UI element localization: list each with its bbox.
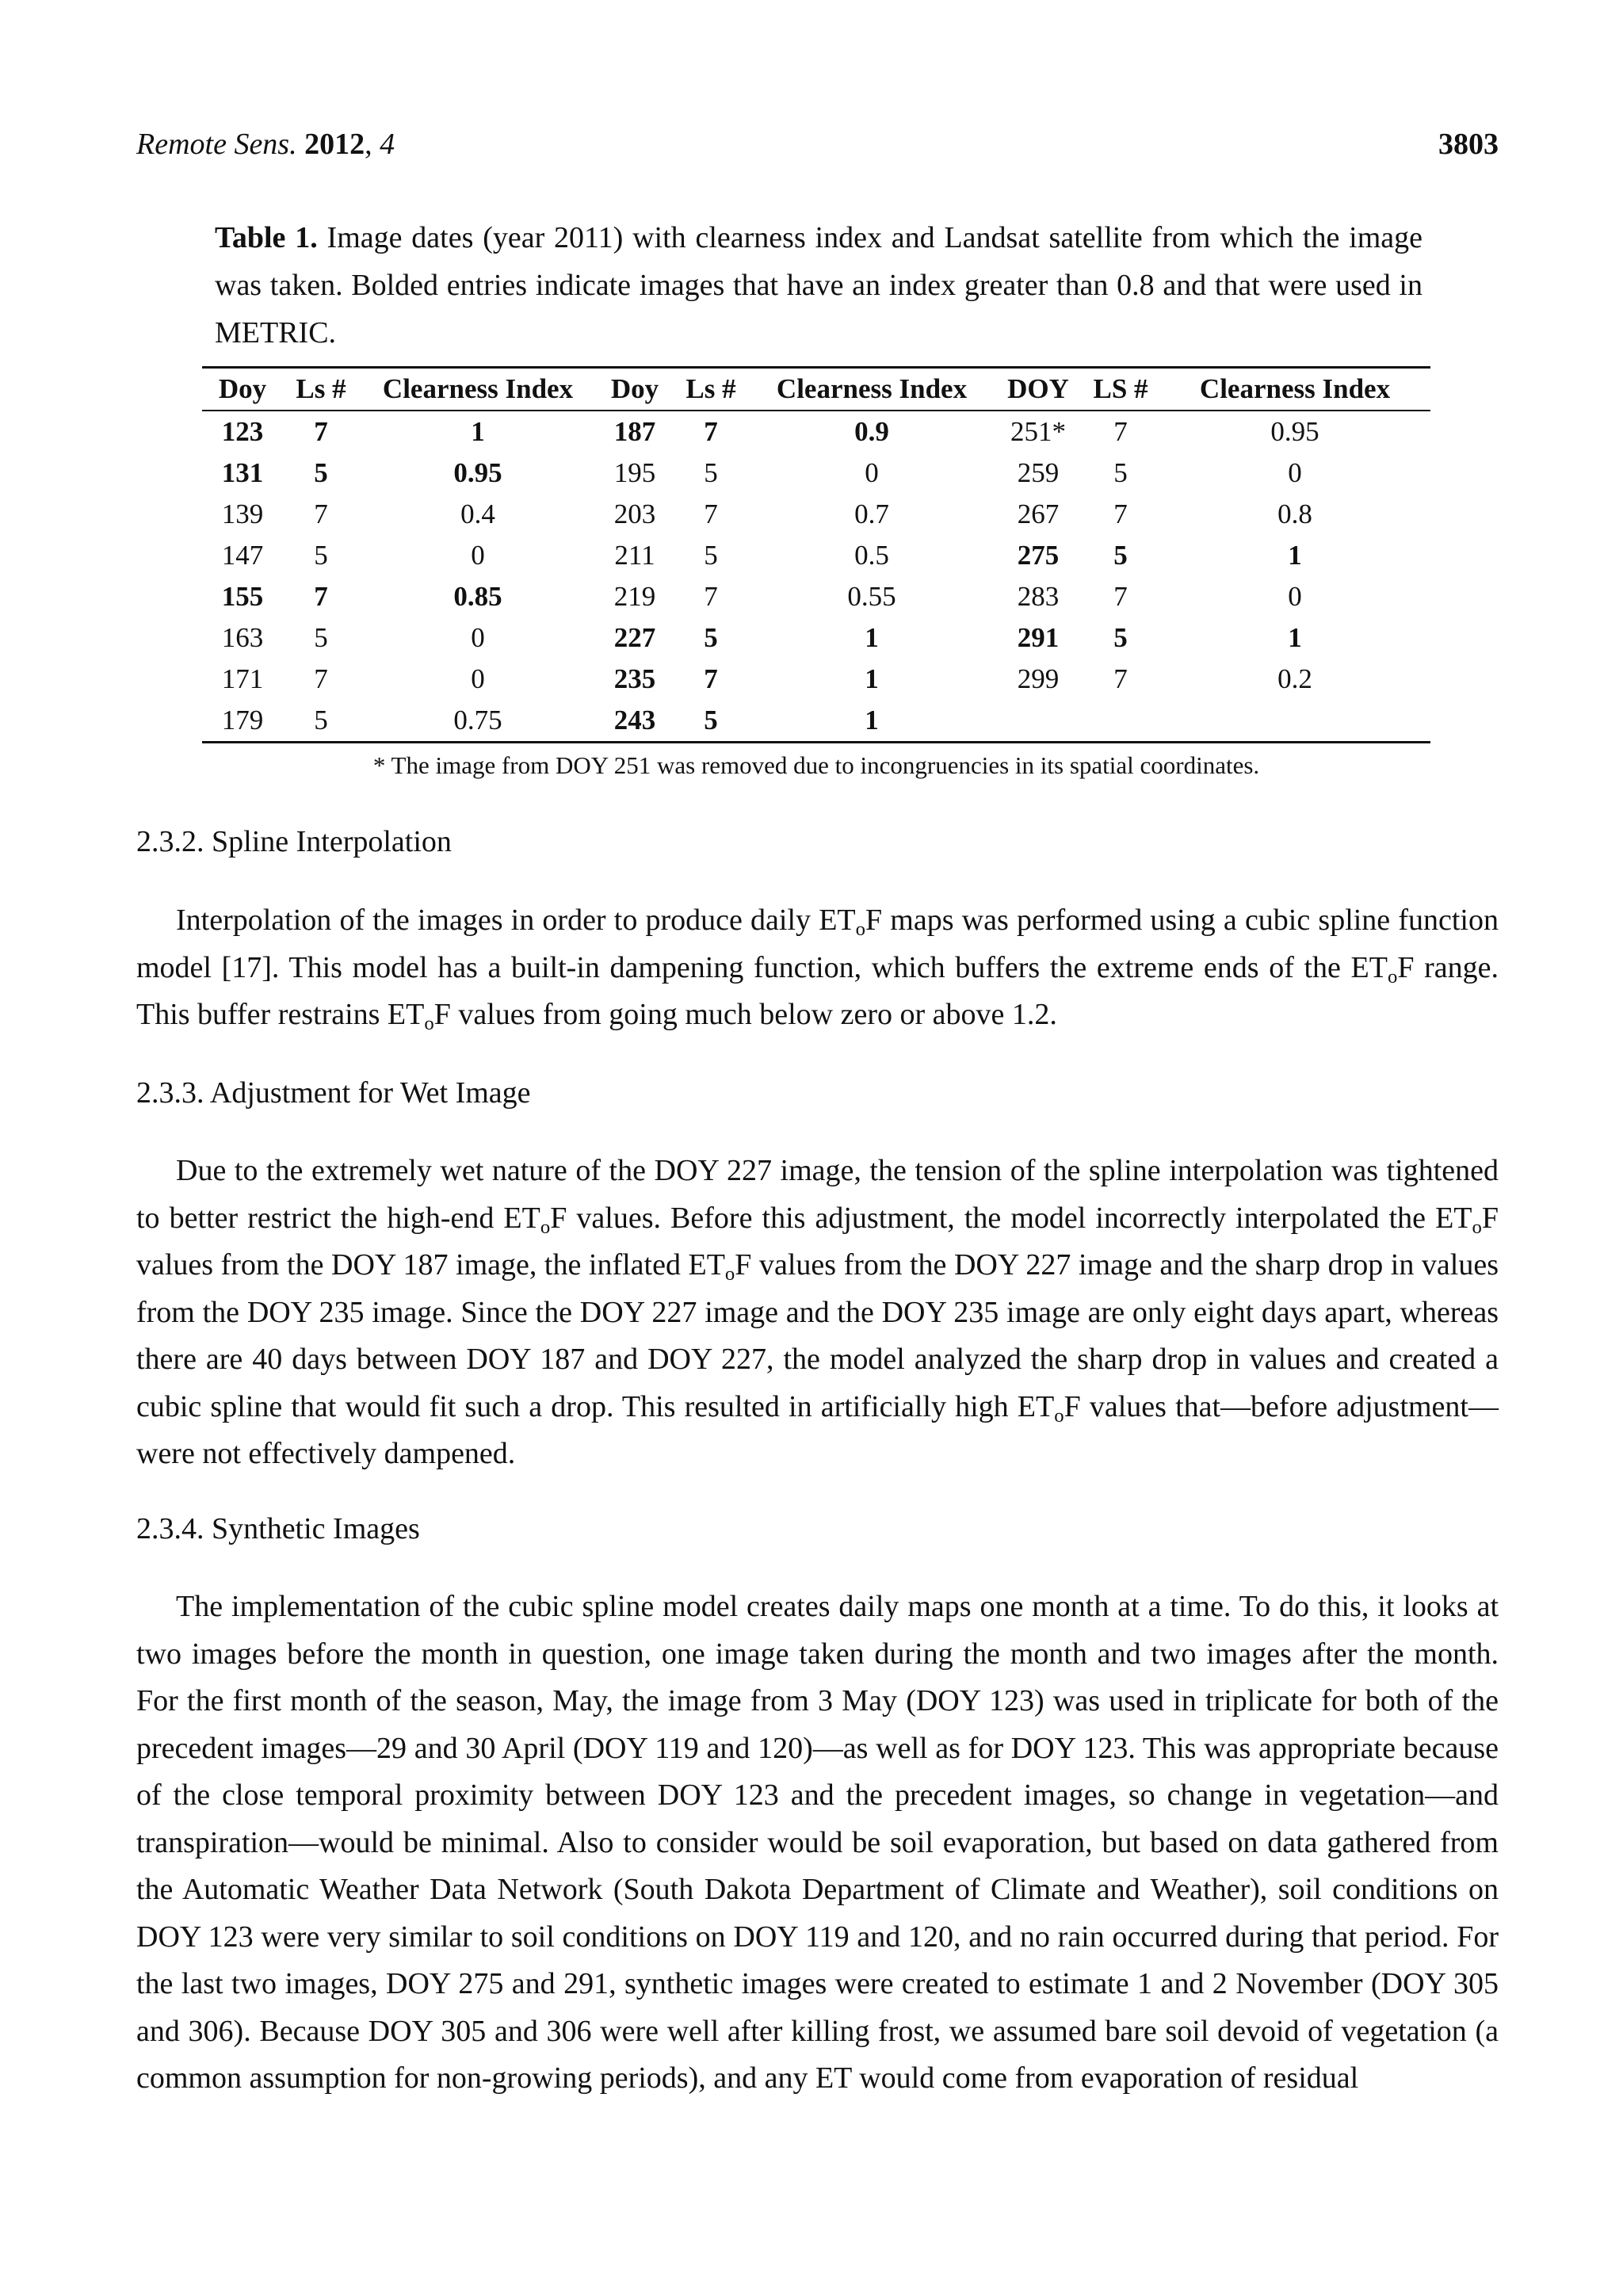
table-row xyxy=(202,535,1430,576)
table-cell: 0.9 xyxy=(854,416,889,447)
journal-year: 2012 xyxy=(304,128,365,161)
table-cell: 7 xyxy=(1113,499,1128,529)
table-cell: 5 xyxy=(1113,622,1128,653)
table-cell: 0 xyxy=(471,622,485,653)
table-cell: 0 xyxy=(471,663,485,694)
table-cell: 1 xyxy=(1288,622,1302,653)
journal-volume: 4 xyxy=(380,128,395,161)
table-cell: 5 xyxy=(314,457,328,488)
table-row xyxy=(202,617,1430,659)
table-cell: 0.55 xyxy=(847,581,896,612)
journal-name: Remote Sens. xyxy=(136,128,297,161)
table-cell: 187 xyxy=(613,416,656,447)
table-cell: 5 xyxy=(314,705,328,735)
table-cell: 163 xyxy=(221,622,264,653)
running-header xyxy=(136,127,1499,166)
table-column-header: Ls # xyxy=(283,368,359,411)
table-row xyxy=(202,700,1430,743)
table-cell: 7 xyxy=(704,416,718,447)
page-number: 3803 xyxy=(1438,128,1499,161)
table-column-header: Doy xyxy=(597,368,673,411)
table-cell: 211 xyxy=(614,540,655,571)
table-caption-label: Table 1. xyxy=(215,221,318,254)
table-cell: 139 xyxy=(221,499,264,529)
table-cell: 251* xyxy=(1010,416,1066,447)
table-column-header: Clearness Index xyxy=(1159,368,1430,411)
table-cell: 155 xyxy=(221,581,264,612)
table-column-header: Doy xyxy=(202,368,283,411)
table-column-header: DOY xyxy=(995,368,1082,411)
table-cell: 275 xyxy=(1017,540,1060,571)
table-cell: 5 xyxy=(1113,540,1128,571)
table-column-header: Ls # xyxy=(673,368,749,411)
table-cell: 0 xyxy=(471,540,485,571)
table-cell: 7 xyxy=(314,416,328,447)
table-cell xyxy=(995,700,1082,743)
table-cell: 227 xyxy=(613,622,656,653)
table-body xyxy=(202,411,1430,743)
table-cell: 5 xyxy=(704,705,718,735)
table-cell: 5 xyxy=(704,622,718,653)
table-cell: 0 xyxy=(1288,457,1302,488)
section-heading-2-3-2: 2.3.2. Spline Interpolation xyxy=(136,825,452,858)
table-row xyxy=(202,411,1430,453)
table-footnote: * The image from DOY 251 was removed due to incongruencies in its spatial coordinates. xyxy=(372,751,1260,779)
table-cell: 299 xyxy=(1017,663,1060,694)
table-cell: 243 xyxy=(613,705,656,735)
table-row xyxy=(202,453,1430,494)
table-row xyxy=(202,576,1430,617)
table-cell: 0.75 xyxy=(453,705,502,735)
table-cell: 5 xyxy=(704,540,718,571)
table-cell: 7 xyxy=(314,499,328,529)
table-cell: 171 xyxy=(221,663,264,694)
table-cell: 0 xyxy=(865,457,879,488)
table-cell: 0.5 xyxy=(854,540,889,571)
section-paragraph-2-3-4: The implementation of the cubic spline model creates daily maps one month at a time. To do this, it looks at two images before the month in question, one image taken during the month and two images after the month. For the first month of the season, May, the image from 3 May (DOY 123) was used in triplicate for both of the precedent images—29 and 30 April (DOY 119 and 120)—as well as for DOY 123. This was appropriate because of the close temporal proximity between DOY 123 and the precedent images, so change in vegetation—and transpiration—would be minimal. Also to consider would be soil evaporation, but based on data gathered from the Automatic Weather Data Network (South Dakota Department of Climate and Weather), soil conditions on DOY 123 were very similar to soil conditions on DOY 119 and 120, and no rain occurred during that period. For the last two images, DOY 275 and 291, synthetic images were created to estimate 1 and 2 November (DOY 305 and 306). Because DOY 305 and 306 were well after killing frost, we assumed bare soil devoid of vegetation (a common assumption for non-growing periods), and any ET would come from evaporation of residual xyxy=(136,1590,1499,2095)
table-header-row xyxy=(202,368,1430,411)
section-heading-2-3-3: 2.3.3. Adjustment for Wet Image xyxy=(136,1076,531,1110)
section-paragraph-2-3-3: Due to the extremely wet nature of the DOY 227 image, the tension of the spline interpolation was tightened to better restrict the high-end $ET_oF$ values. Before this adjustment, the model incorrectly interpolated the $ET_oF$ values from the DOY 187 image, the inflated $ET_oF$ values from the DOY 227 image and the sharp drop in values from the DOY 235 image. Since the DOY 227 image and the DOY 235 image are only eight days apart, whereas there are 40 days between DOY 187 and DOY 227, the model analyzed the sharp drop in values and created a cubic spline that would fit such a drop. This resulted in artificially high $ET_oF$ values that—before adjustment—were not effectively dampened. xyxy=(136,1154,1499,1470)
table-cell: 0.95 xyxy=(453,457,502,488)
table-cell: 1 xyxy=(1288,540,1302,571)
table-caption-text: Image dates (year 2011) with clearness index and Landsat satellite from which the image was taken. Bolded entries indicate images that have an index greater than 0.8 and that were used in METRIC. xyxy=(215,221,1423,350)
table-cell: 5 xyxy=(314,622,328,653)
table-cell: 5 xyxy=(704,457,718,488)
table-cell: 7 xyxy=(704,581,718,612)
table-cell: 0.95 xyxy=(1270,416,1319,447)
table-caption xyxy=(215,214,1423,357)
table-cell: 0.7 xyxy=(854,499,889,529)
table-cell: 7 xyxy=(314,663,328,694)
table-cell: 235 xyxy=(613,663,656,694)
table-cell: 7 xyxy=(1113,663,1128,694)
table-cell: 0.2 xyxy=(1277,663,1312,694)
table-cell: 131 xyxy=(221,457,264,488)
table-cell: 7 xyxy=(1113,416,1128,447)
table-cell: 1 xyxy=(471,416,485,447)
table-cell xyxy=(1082,700,1159,743)
table-cell: 219 xyxy=(613,581,656,612)
table-cell: 195 xyxy=(613,457,656,488)
journal-citation: Remote Sens. 2012, 4 xyxy=(136,128,395,161)
table-cell: 179 xyxy=(221,705,264,735)
table-cell: 5 xyxy=(314,540,328,571)
table-column-header: Clearness Index xyxy=(749,368,995,411)
table-cell: 123 xyxy=(221,416,264,447)
table-cell: 283 xyxy=(1017,581,1060,612)
section-heading-2-3-4: 2.3.4. Synthetic Images xyxy=(136,1512,420,1545)
table-cell: 7 xyxy=(314,581,328,612)
table-cell: 7 xyxy=(1113,581,1128,612)
table-column-header: Clearness Index xyxy=(359,368,597,411)
table-cell: 259 xyxy=(1017,457,1060,488)
table-row xyxy=(202,494,1430,535)
table-column-header: LS # xyxy=(1082,368,1159,411)
table-cell: 0.85 xyxy=(453,581,502,612)
table-cell: 1 xyxy=(865,663,879,694)
table-cell xyxy=(1159,700,1430,743)
table-cell: 203 xyxy=(613,499,656,529)
table-cell: 1 xyxy=(865,622,879,653)
clearness-index-table xyxy=(202,366,1430,743)
table-row xyxy=(202,659,1430,700)
table-cell: 7 xyxy=(704,499,718,529)
table-cell: 0.8 xyxy=(1277,499,1312,529)
table-cell: 1 xyxy=(865,705,879,735)
table-cell: 0 xyxy=(1288,581,1302,612)
table-cell: 5 xyxy=(1113,457,1128,488)
table-cell: 0.4 xyxy=(460,499,495,529)
section-paragraph-2-3-2: Interpolation of the images in order to produce daily $ET_oF$ maps was performed using a cubic spline function model [17]. This model has a built-in dampening function, which buffers the extreme ends of the $ET_oF$ range. This buffer restrains $ET_oF$ values from going much below zero or above 1.2. xyxy=(136,904,1499,1034)
table-cell: 291 xyxy=(1017,622,1060,653)
table-cell: 7 xyxy=(704,663,718,694)
table-cell: 267 xyxy=(1017,499,1060,529)
table-cell: 147 xyxy=(221,540,264,571)
